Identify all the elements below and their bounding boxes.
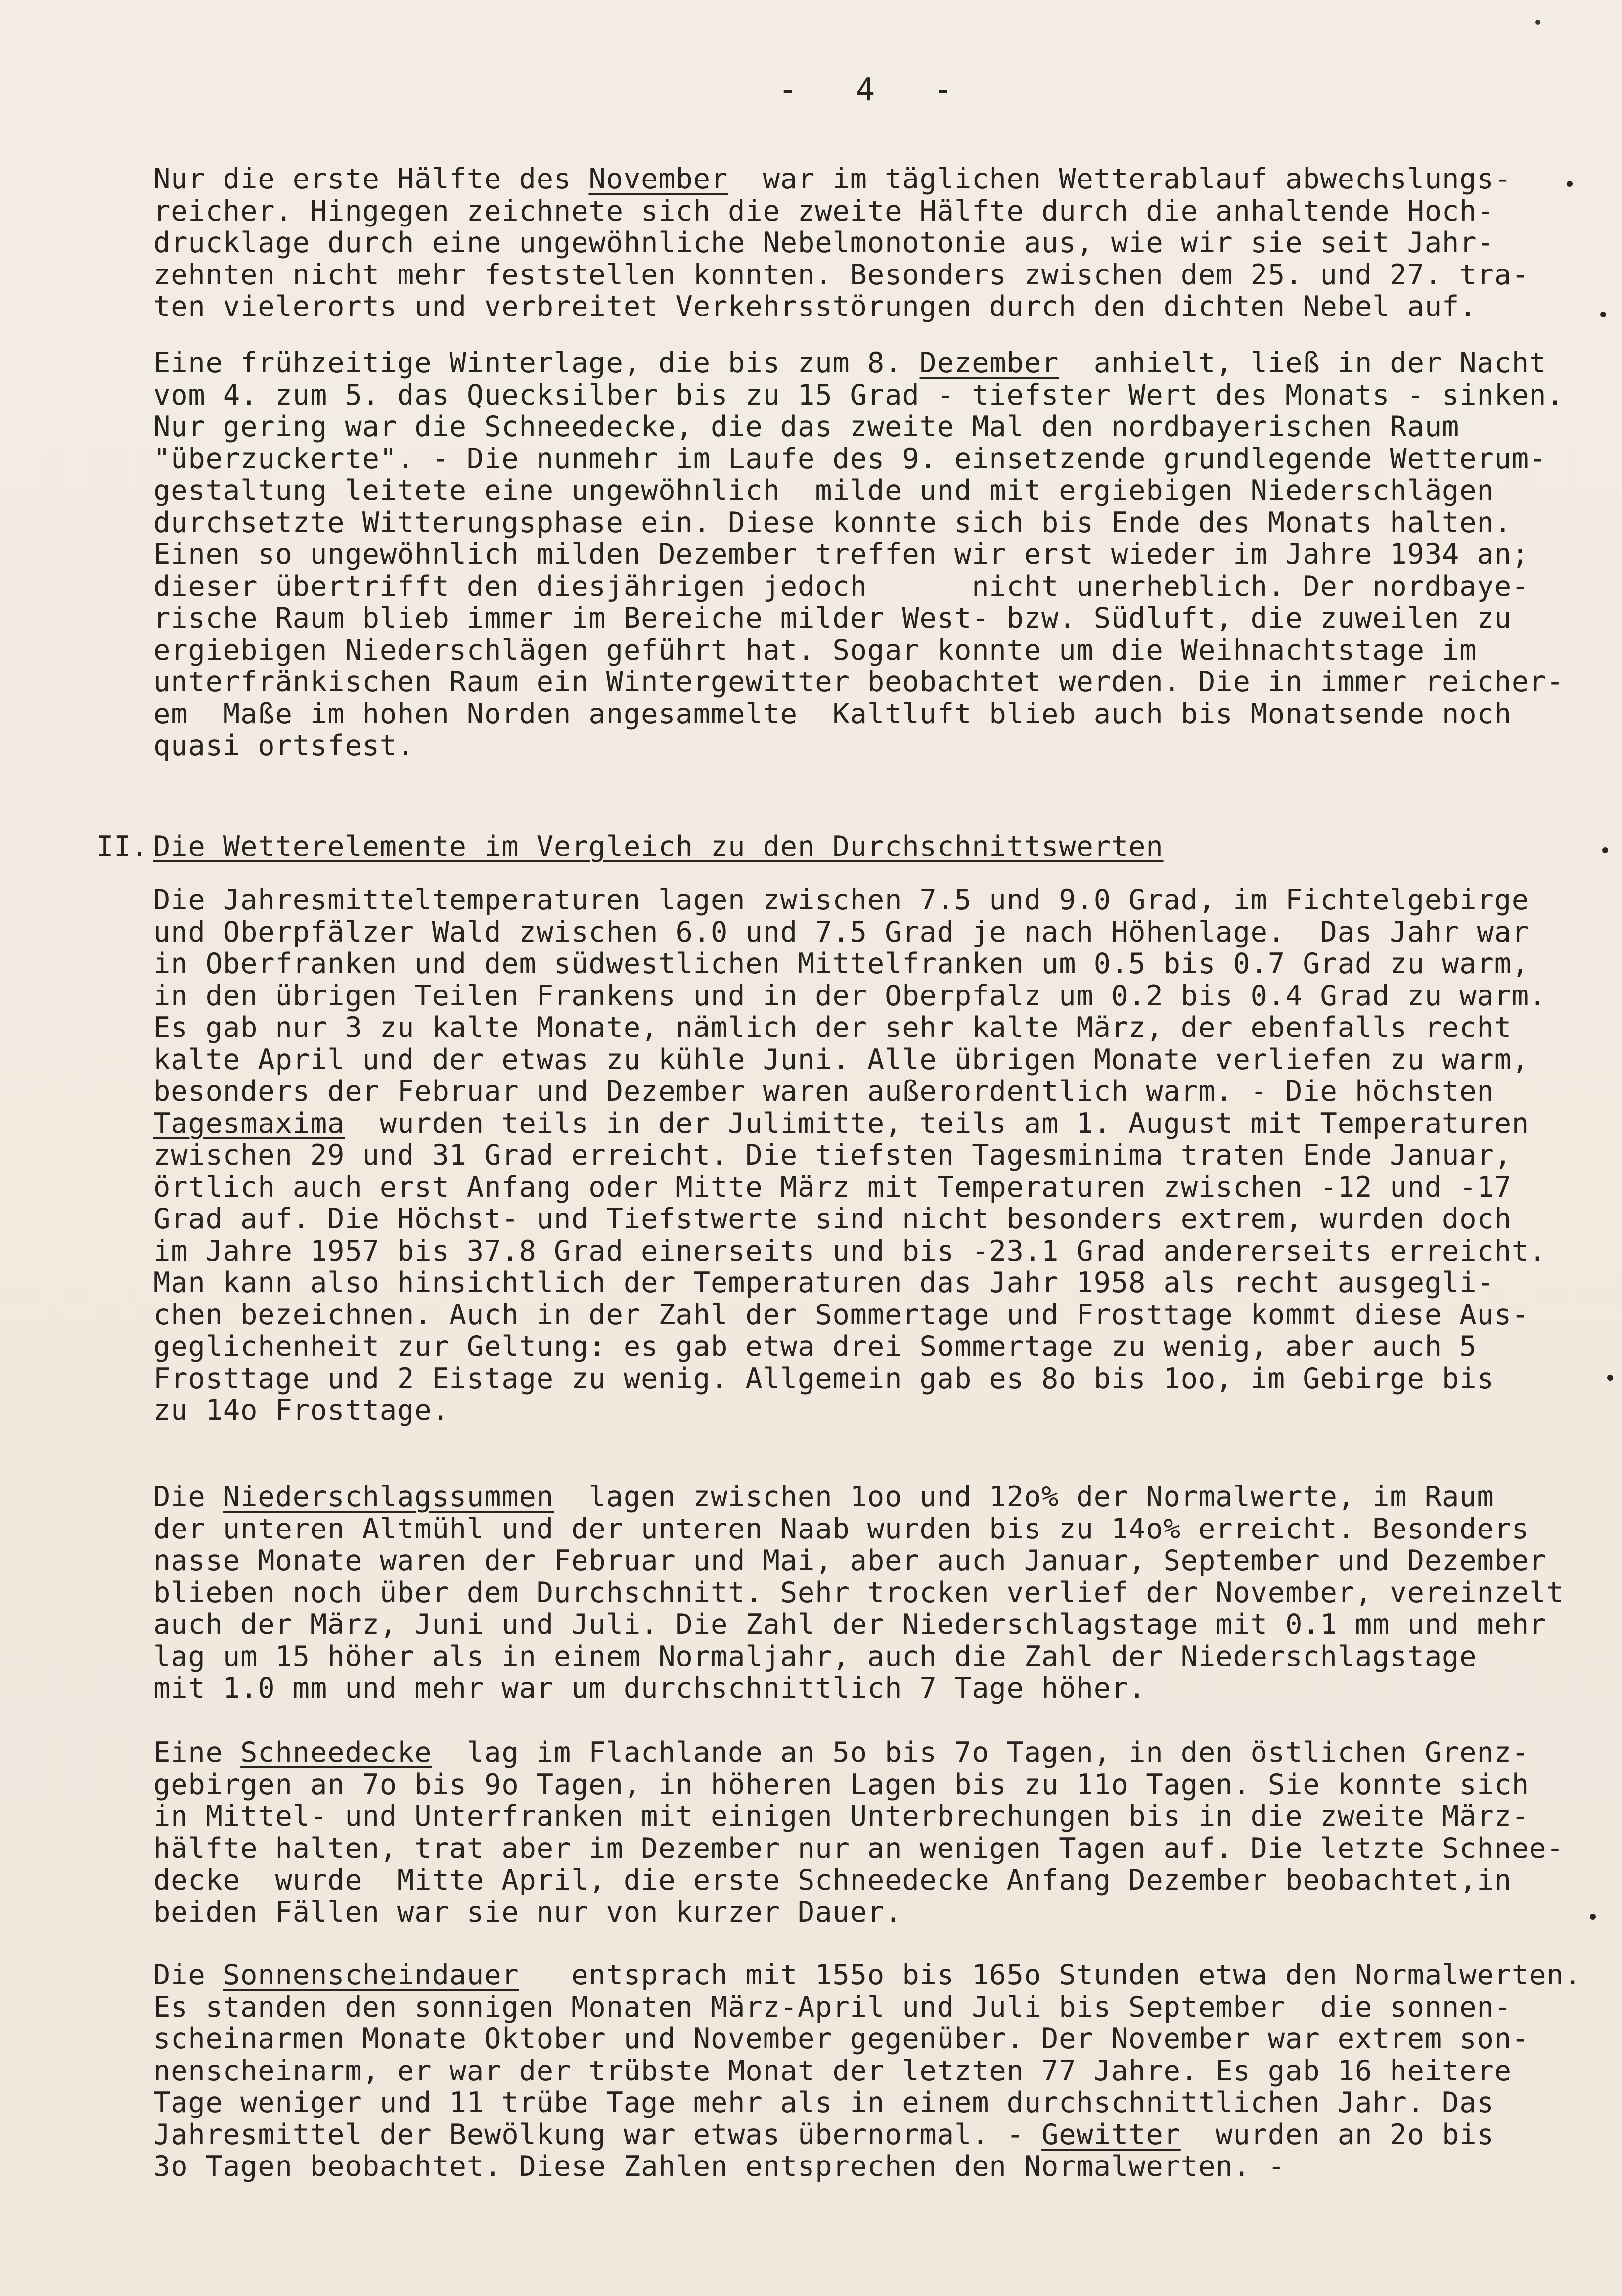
text-segment: Tage weniger und 11 trübe Tage mehr als in einem durchschnittlichen Jahr. Das [153,2086,1494,2119]
text-segment: im Jahre 1957 bis 37.8 Grad einerseits und bis -23.1 Grad andererseits erreicht. [153,1234,1547,1267]
paragraph-niederschlag [153,1481,1597,1705]
text-segment: dieser übertrifft den diesjährigen jedoch nicht unerheblich. Der nordbaye- [153,570,1530,603]
paragraph-schneedecke [153,1737,1597,1928]
text-segment: in den übrigen Teilen Frankens und in der Oberpfalz um 0.2 bis 0.4 Grad zu warm. [153,979,1547,1012]
underlined-term: Schneedecke [240,1736,432,1769]
text-line [153,2087,1597,2119]
text-line [153,698,1597,730]
text-segment: ten vielerorts und verbreitet Verkehrsstörungen durch den dichten Nebel auf. [153,290,1477,323]
text-segment: beiden Fällen war sie nur von kurzer Dauer. [153,1895,902,1929]
text-segment: Es gab nur 3 zu kalte Monate, nämlich der sehr kalte März, der ebenfalls recht [153,1011,1512,1044]
section-number: II. [96,830,149,863]
text-line [153,1331,1597,1363]
text-segment: drucklage durch eine ungewöhnliche Nebelmonotonie aus, wie wir sie seit Jahr- [153,226,1494,259]
text-segment: Die Jahresmitteltemperaturen lagen zwischen 7.5 und 9.0 Grad, im Fichtelgebirge [153,884,1530,916]
text-line [153,1076,1597,1108]
text-line [153,1769,1597,1801]
text-segment: in Mittel- und Unterfranken mit einigen Unterbrechungen bis in die zweite März- [153,1800,1530,1833]
text-line [153,195,1597,227]
section-title: Die Wetterelemente im Vergleich zu den Durchschnittswerten [153,830,1164,863]
text-segment: hälfte halten, trat aber im Dezember nur an wenigen Tagen auf. Die letzte Schnee- [153,1832,1564,1865]
text-segment: geglichenheit zur Geltung: es gab etwa drei Sommertage zu wenig, aber auch 5 [153,1330,1477,1363]
text-line [153,1481,1597,1513]
text-segment: Grad auf. Die Höchst- und Tiefstwerte sind nicht besonders extrem, wurden doch [153,1203,1512,1235]
text-segment: auch der März, Juni und Juli. Die Zahl der Niederschlagstage mit 0.1 mm und mehr [153,1608,1547,1641]
text-line [153,1641,1597,1673]
text-segment: scheinarmen Monate Oktober und November gegenüber. Der November war extrem son- [153,2023,1530,2055]
text-segment: reicher. Hingegen zeichnete sich die zweite Hälfte durch die anhaltende Hoch- [153,194,1494,227]
text-line [153,916,1597,948]
text-line [153,1203,1597,1235]
paragraph-sonnenschein [153,1959,1597,2183]
text-segment: 3o Tagen beobachtet. Diese Zahlen entsprechen den Normalwerten. - [153,2150,1286,2183]
text-segment: Es standen den sonnigen Monaten März-April und Juli bis September die sonnen- [153,1990,1512,2024]
margin-dot [1607,1375,1613,1381]
page-number: - 4 - [778,72,973,108]
text-segment: örtlich auch erst Anfang oder Mitte März mit Temperaturen zwischen -12 und -17 [153,1171,1512,1204]
text-line [153,411,1597,443]
text-segment: "überzuckerte". - Die nunmehr im Laufe des 9. einsetzende grundlegende Wetterum- [153,442,1547,475]
text-line [153,1609,1597,1641]
text-segment: em Maße im hohen Norden angesammelte Kaltluft blieb auch bis Monatsende noch [153,697,1512,730]
text-line [153,1833,1597,1865]
text-segment: durchsetzte Witterungsphase ein. Diese konnte sich bis Ende des Monats halten. [153,506,1512,539]
text-line [153,1395,1597,1427]
text-line [153,1737,1597,1769]
text-line [153,1299,1597,1331]
text-line [153,2151,1597,2183]
text-line [153,1267,1597,1299]
text-segment: lag im Flachlande an 5o bis 7o Tagen, in den östlichen Grenz- [432,1736,1530,1769]
text-line [153,571,1597,603]
paragraph-november [153,163,1597,323]
text-line [153,1044,1597,1076]
text-segment: nasse Monate waren der Februar und Mai, aber auch Januar, September und Dezember [153,1544,1547,1577]
text-segment: lag um 15 höher als in einem Normaljahr, auch die Zahl der Niederschlagstage [153,1640,1477,1673]
text-segment: Die [153,1959,223,1991]
text-line [153,2119,1597,2151]
text-segment: Frosttage und 2 Eistage zu wenig. Allgemein gab es 8o bis 1oo, im Gebirge bis [153,1362,1494,1395]
text-line [153,1959,1597,1991]
underlined-term: Tagesmaxima [153,1107,345,1140]
text-segment: Die [153,1481,223,1513]
text-line [153,948,1597,980]
text-line [153,1363,1597,1395]
text-segment: kalte April und der etwas zu kühle Juni. Alle übrigen Monate verliefen zu warm, [153,1043,1530,1076]
text-segment: besonders der Februar und Dezember waren außerordentlich warm. - Die höchsten [153,1075,1494,1108]
punch-hole-mark [1535,20,1540,25]
text-line [153,1235,1597,1267]
text-segment: entsprach mit 155o bis 165o Stunden etwa den Normalwerten. [519,1959,1581,1991]
text-segment: blieben noch über dem Durchschnitt. Sehr trocken verlief der November, vereinzelt [153,1576,1564,1609]
paragraph-temperaturen [153,884,1597,1427]
paragraph-dezember [153,347,1597,762]
text-segment: gebirgen an 7o bis 9o Tagen, in höheren Lagen bis zu 11o Tagen. Sie konnte sich [153,1768,1530,1801]
underlined-term: Dezember [919,347,1059,379]
text-line [153,1139,1597,1171]
text-line [153,475,1597,507]
text-segment: in Oberfranken und dem südwestlichen Mittelfranken um 0.5 bis 0.7 Grad zu warm, [153,947,1530,980]
text-line [153,2055,1597,2087]
text-segment: decke wurde Mitte April, die erste Schneedecke Anfang Dezember beobachtet,in [153,1864,1512,1896]
text-segment: Nur gering war die Schneedecke, die das zweite Mal den nordbayerischen Raum [153,410,1460,443]
text-segment: wurden teils in der Julimitte, teils am 1. August mit Temperaturen [345,1107,1530,1140]
text-line [153,379,1597,411]
text-line [153,980,1597,1012]
text-line [153,1801,1597,1833]
text-segment: wurden an 2o bis [1180,2118,1494,2151]
text-segment: Nur die erste Hälfte des [153,163,589,195]
underlined-term: Niederschlagssummen [223,1481,554,1513]
text-segment: war im täglichen Wetterablauf abwechslungs- [728,163,1512,195]
text-line [153,1513,1597,1545]
text-line [153,1108,1597,1140]
margin-dot [1567,181,1573,187]
text-segment: und Oberpfälzer Wald zwischen 6.0 und 7.5 Grad je nach Höhenlage. Das Jahr war [153,915,1530,948]
text-line [153,1991,1597,2024]
section-heading [96,831,1531,863]
text-segment: lagen zwischen 1oo und 12o% der Normalwerte, im Raum [554,1481,1494,1513]
text-line [153,1672,1597,1705]
text-line [153,1577,1597,1609]
text-segment: zehnten nicht mehr feststellen konnten. Besonders zwischen dem 25. und 27. tra- [153,258,1530,291]
text-segment: ergiebigen Niederschlägen geführt hat. Sogar konnte um die Weihnachtstage im [153,633,1477,667]
text-segment: nenscheinarm, er war der trübste Monat der letzten 77 Jahre. Es gab 16 heitere [153,2054,1512,2087]
text-line [153,1864,1597,1896]
text-line [153,443,1597,475]
text-line [153,634,1597,667]
text-segment: vom 4. zum 5. das Quecksilber bis zu 15 Grad - tiefster Wert des Monats - sinken. [153,378,1564,411]
text-segment: Jahresmittel der Bewölkung war etwas übernormal. - [153,2118,1042,2151]
text-segment: gestaltung leitete eine ungewöhnlich milde und mit ergiebigen Niederschlägen [153,474,1494,507]
text-segment: rische Raum blieb immer im Bereiche milder West- bzw. Südluft, die zuweilen zu [153,602,1512,634]
underlined-term: Sonnenscheindauer [223,1959,519,1991]
margin-dot [1602,847,1608,853]
text-segment: mit 1.0 mm und mehr war um durchschnittlich 7 Tage höher. [153,1672,1146,1705]
text-line [153,730,1597,762]
text-line [153,539,1597,571]
text-line [153,1545,1597,1577]
text-line [153,227,1597,259]
text-segment: zwischen 29 und 31 Grad erreicht. Die tiefsten Tagesminima traten Ende Januar, [153,1139,1512,1171]
text-line [153,602,1597,634]
text-line [153,1896,1597,1929]
text-segment: zu 14o Frosttage. [153,1394,450,1427]
text-line [153,347,1597,379]
underlined-term: November [588,163,728,195]
text-segment: anhielt, ließ in der Nacht [1059,347,1547,379]
text-line [153,1012,1597,1044]
text-line [153,259,1597,291]
text-segment: unterfränkischen Raum ein Wintergewitter beobachtet werden. Die in immer reicher- [153,666,1564,698]
margin-dot [1600,312,1606,317]
text-segment: Einen so ungewöhnlich milden Dezember treffen wir erst wieder im Jahre 1934 an; [153,538,1530,571]
text-segment: Eine [153,1736,241,1769]
text-segment: chen bezeichnen. Auch in der Zahl der Sommertage und Frosttage kommt diese Aus- [153,1298,1530,1331]
text-line [153,163,1597,195]
text-line [153,2023,1597,2055]
text-line [153,507,1597,539]
text-line [153,666,1597,698]
text-segment: der unteren Altmühl und der unteren Naab wurden bis zu 14o% erreicht. Besonders [153,1512,1530,1545]
text-line [153,291,1597,323]
text-line [153,1171,1597,1204]
margin-dot [1590,1914,1596,1920]
text-segment: Man kann also hinsichtlich der Temperaturen das Jahr 1958 als recht ausgegli- [153,1266,1494,1299]
text-line [153,884,1597,916]
underlined-term: Gewitter [1041,2118,1181,2151]
text-segment: quasi ortsfest. [153,729,415,762]
text-segment: Eine frühzeitige Winterlage, die bis zum 8. [153,347,920,379]
